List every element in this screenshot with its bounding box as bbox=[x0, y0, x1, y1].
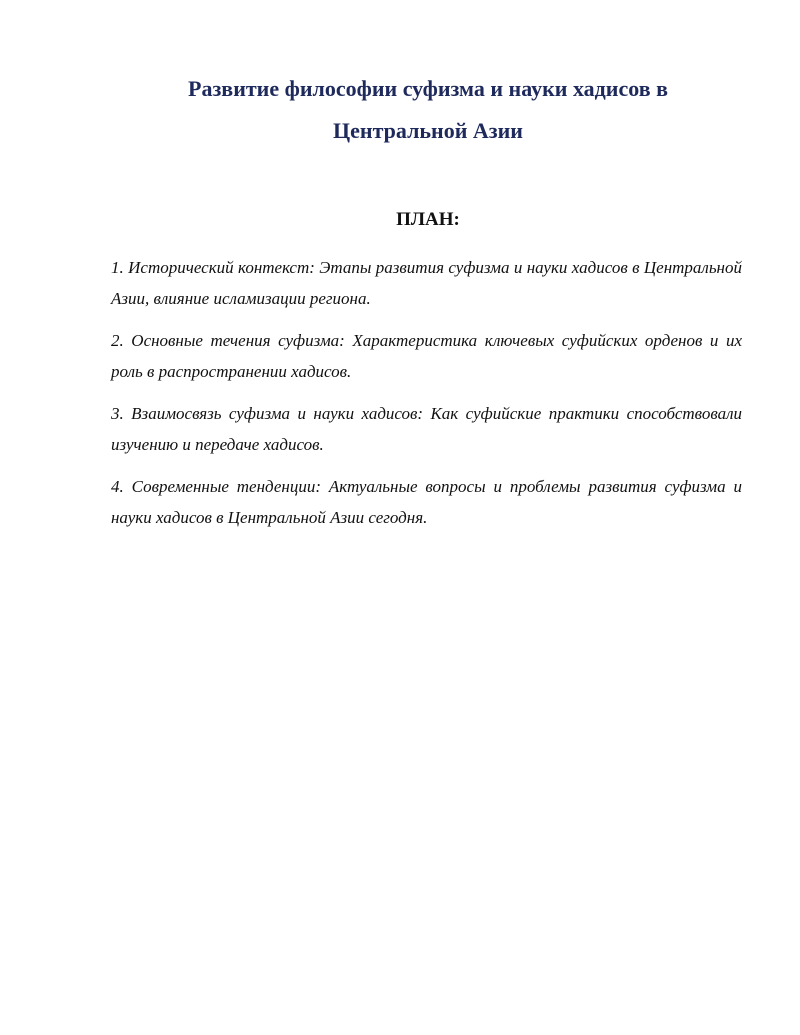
title-line-2: Центральной Азии bbox=[333, 118, 523, 143]
plan-item-2: 2. Основные течения суфизма: Характеристика ключевых суфийских орденов и их роль в распространении хадисов. bbox=[111, 331, 742, 381]
plan-item-3: 3. Взаимосвязь суфизма и науки хадисов: Как суфийские практики способствовали изучению и передаче хадисов. bbox=[111, 404, 742, 454]
title-line-1: Развитие философии суфизма и науки хадисов в bbox=[188, 76, 668, 101]
document-title bbox=[60, 68, 796, 152]
plan-list bbox=[111, 252, 742, 544]
plan-item-4: 4. Современные тенденции: Актуальные вопросы и проблемы развития суфизма и науки хадисов в Центральной Азии сегодня. bbox=[111, 477, 742, 527]
plan-heading: ПЛАН: bbox=[396, 209, 460, 230]
plan-item-1: 1. Исторический контекст: Этапы развития суфизма и науки хадисов в Центральной Азии, влияние исламизации региона. bbox=[111, 258, 742, 308]
